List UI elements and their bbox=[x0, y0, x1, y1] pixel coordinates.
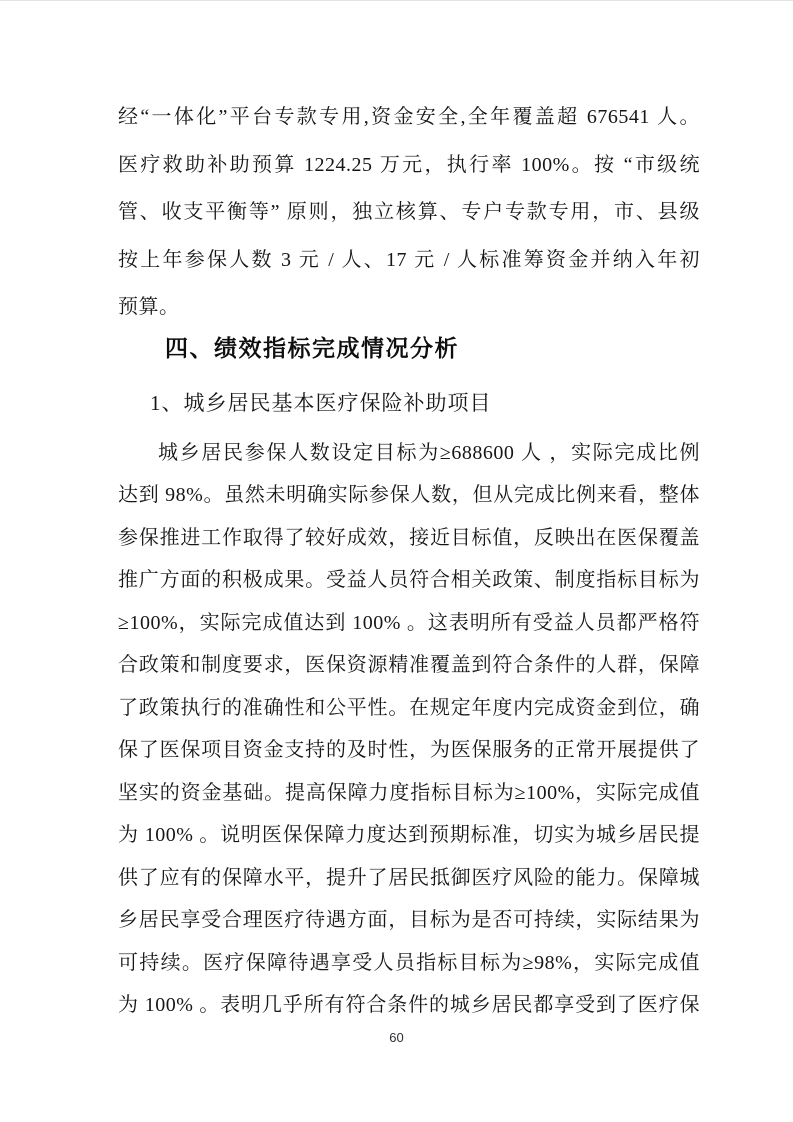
text-line: 为 100% 。表明几乎所有符合条件的城乡居民都享受到了医疗保 bbox=[118, 994, 700, 1016]
text-line: 城乡居民参保人数设定目标为≥688600 人 ，实际完成比例 bbox=[158, 441, 700, 464]
text-line: 了政策执行的准确性和公平性。在规定年度内完成资金到位，确 bbox=[118, 696, 700, 719]
text-line: 达到 98%。虽然未明确实际参保人数，但从完成比例来看，整体 bbox=[118, 484, 700, 506]
text-line: 预算。 bbox=[118, 296, 180, 318]
text-line: 医疗救助补助预算 1224.25 万元，执行率 100%。按 “市级统 bbox=[118, 153, 700, 176]
paragraph-continuation bbox=[118, 94, 700, 332]
page-number: 60 bbox=[389, 1030, 404, 1045]
text-line: 经“一体化”平台专款专用,资金安全,全年覆盖超 676541 人。 bbox=[118, 106, 700, 128]
text-line: 管、收支平衡等” 原则，独立核算、专户专款专用，市、县级 bbox=[118, 201, 700, 223]
text-line: 为 100% 。说明医保保障力度达到预期标准，切实为城乡居民提 bbox=[118, 824, 700, 846]
paragraph-analysis bbox=[118, 432, 700, 1027]
section-heading: 四、绩效指标完成情况分析 bbox=[165, 335, 459, 361]
text-line: 保了医保项目资金支持的及时性，为医保服务的正常开展提供了 bbox=[118, 739, 700, 761]
text-line: 乡居民享受合理医疗待遇方面，目标为是否可持续，实际结果为 bbox=[118, 909, 700, 931]
text-line: 参保推进工作取得了较好成效，接近目标值，反映出在医保覆盖 bbox=[118, 526, 700, 549]
text-line: 推广方面的积极成果。受益人员符合相关政策、制度指标目标为 bbox=[118, 569, 700, 591]
text-line: 可持续。医疗保障待遇享受人员指标目标为≥98%，实际完成值 bbox=[118, 951, 700, 974]
text-line: 合政策和制度要求，医保资源精准覆盖到符合条件的人群，保障 bbox=[118, 654, 700, 676]
text-line: 供了应有的保障水平，提升了居民抵御医疗风险的能力。保障城 bbox=[118, 866, 700, 889]
text-line: ≥100%，实际完成值达到 100% 。这表明所有受益人员都严格符 bbox=[118, 611, 700, 634]
text-line: 坚实的资金基础。提高保障力度指标目标为≥100%，实际完成值 bbox=[118, 781, 700, 804]
subsection-heading: 1、城乡居民基本医疗保险补助项目 bbox=[150, 390, 492, 415]
text-line: 按上年参保人数 3 元 / 人、17 元 / 人标准筹资金并纳入年初 bbox=[118, 248, 700, 271]
